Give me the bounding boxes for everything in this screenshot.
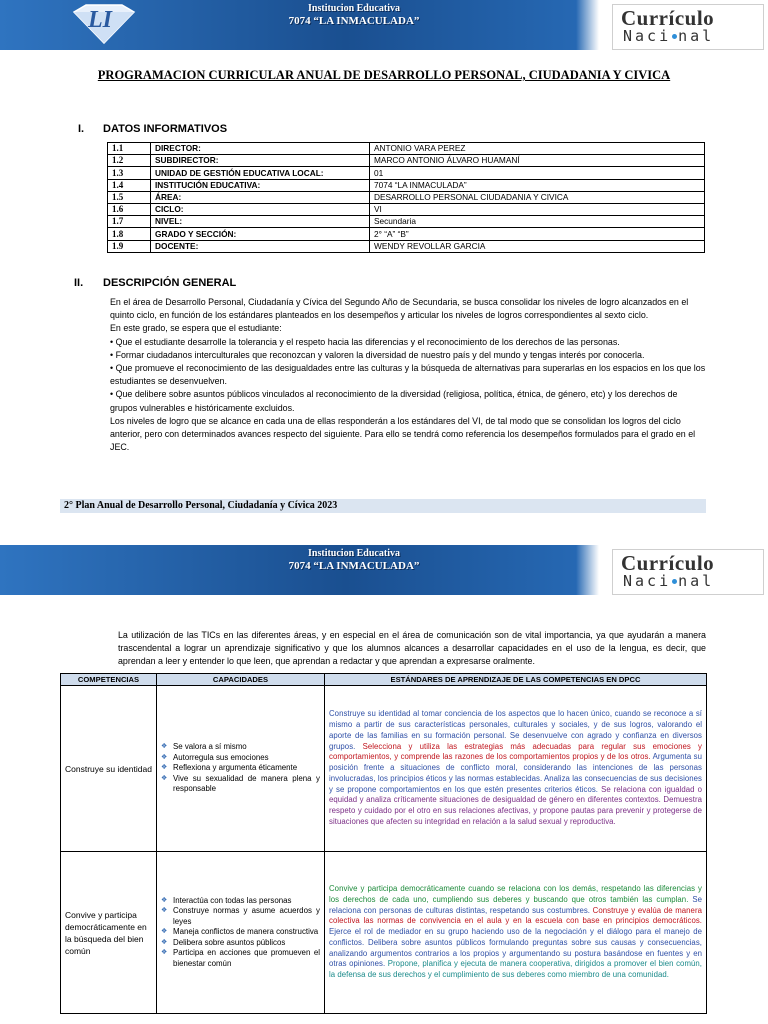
table-row: [108, 155, 705, 167]
desc-p3: Los niveles de logro que se alcance en cada una de ellas responderán a los estándares del VI, de tal modo que se consolidan los logros del ciclo anterior, pero con determinados avances respecto del siguiente. Para ello se tendrá como referencia los desempeños formulados para el grado en el JEC.: [110, 415, 696, 453]
datos-value: ANTONIO VARA PEREZ: [370, 143, 705, 155]
datos-label: DIRECTOR:: [151, 143, 370, 155]
datos-num: 1.2: [108, 155, 151, 167]
datos-label: DOCENTE:: [151, 240, 370, 252]
capacidades-list: [161, 742, 320, 794]
section1-num: I.: [78, 123, 85, 135]
datos-num: 1.8: [108, 228, 151, 240]
page-footer: 2° Plan Anual de Desarrollo Personal, Ciudadanía y Cívica 2023: [60, 499, 706, 513]
desc-bullet-1: • Que el estudiante desarrolle la tolerancia y el respeto hacia las diferencias y el reconocimiento de los derechos de las personas.: [110, 336, 620, 347]
table-row: [61, 852, 707, 1014]
list-item: ❖ Autorregula sus emociones: [161, 753, 320, 763]
competencies-table: [60, 673, 707, 1014]
datos-label: CICLO:: [151, 203, 370, 215]
header-banner: [0, 0, 768, 50]
inst-label-2: Institucion Educativa: [308, 548, 400, 559]
datos-value: Secundaria: [370, 216, 705, 228]
datos-num: 1.7: [108, 216, 151, 228]
list-item: ❖ Interactúa con todas las personas: [161, 896, 320, 906]
capacidades-list: [161, 896, 320, 969]
datos-label: GRADO Y SECCIÓN:: [151, 228, 370, 240]
inst-name: 7074 “LA INMACULADA”: [288, 15, 420, 27]
list-item: ❖ Maneja conflictos de manera constructiva: [161, 927, 320, 937]
table-row: [108, 167, 705, 179]
col-header-estandares: ESTÁNDARES DE APRENDIZAJE DE LAS COMPETENCIAS EN DPCC: [325, 674, 707, 686]
desc-bullet-3: • Que promueve el reconocimiento de las desigualdades entre las culturas y la búsqueda de alternativas para superarlas en los espacios en los que los estudiantes se desenvuelven.: [110, 363, 706, 387]
list-item: ❖ Se valora a sí mismo: [161, 742, 320, 752]
datos-label: ÁREA:: [151, 191, 370, 203]
datos-value: 01: [370, 167, 705, 179]
list-item: ❖ Delibera sobre asuntos públicos: [161, 938, 320, 948]
col-header-competencias: COMPETENCIAS: [61, 674, 157, 686]
datos-num: 1.9: [108, 240, 151, 252]
curriculo-nacional-logo: Currículo Naci nal: [612, 4, 764, 50]
datos-value: WENDY REVOLLAR GARCIA: [370, 240, 705, 252]
table-row: [108, 203, 705, 215]
section2-num: II.: [74, 277, 84, 289]
page-title: PROGRAMACION CURRICULAR ANUAL DE DESARROLLO PERSONAL, CIUDADANIA Y CIVICA: [97, 68, 671, 82]
competencia-cell: Construye su identidad: [61, 686, 157, 852]
table-row: [108, 191, 705, 203]
list-item: ❖ Reflexiona y argumenta éticamente: [161, 763, 320, 773]
table-row: [108, 143, 705, 155]
section1-title: DATOS INFORMATIVOS: [103, 123, 228, 135]
datos-value: 2° “A” “B”: [370, 228, 705, 240]
inst-label: Institucion Educativa: [308, 3, 400, 14]
datos-num: 1.5: [108, 191, 151, 203]
datos-label: SUBDIRECTOR:: [151, 155, 370, 167]
datos-label: UNIDAD DE GESTIÓN EDUCATIVA LOCAL:: [151, 167, 370, 179]
list-item: ❖ Participa en acciones que promueven el bienestar común: [161, 948, 320, 969]
datos-value: DESARROLLO PERSONAL CIUDADANIA Y CIVICA: [370, 191, 705, 203]
competencia-cell: Convive y participa democráticamente en la búsqueda del bien común: [61, 852, 157, 1014]
table-row: [108, 240, 705, 252]
estandar-cell: Construye su identidad al tomar conciencia de los aspectos que lo hacen único, cuando se reconoce a sí mismo a partir de sus características personales, culturales y sociales, y de sus logros, valorando el aporte de las familias en su formación personal. Se desenvuelve con agrado y confianza en diversos grupos. Selecciona y utiliza las estrategias más adecuadas para regular sus emociones y comportamientos, y comprende las razones de los comportamientos propios y de los otros. Argumenta su posición frente a situaciones de conflicto moral, considerando las intenciones de las personas involucradas, los principios éticos y las normas establecidas. Analiza las consecuencias de sus decisiones y se propone comportamientos en los que estén presentes criterios éticos. Se relaciona con igualdad o equidad y analiza críticamente situaciones de desigualdad de género en diferentes contextos. Demuestra respeto y cuidado por el otro en sus relaciones afectivas, y propone pautas para prevenir y protegerse de situaciones que afecten su integridad en relación a la salud sexual y reproductiva.: [325, 686, 707, 852]
col-header-capacidades: CAPACIDADES: [157, 674, 325, 686]
datos-num: 1.3: [108, 167, 151, 179]
estandar-cell: Convive y participa democráticamente cuando se relaciona con los demás, respetando las diferencias y los derechos de cada uno, cumpliendo sus deberes y buscando que otros también las cumplan. Se relaciona con personas de culturas distintas, respetando sus costumbres. Construye y evalúa de manera colectiva las normas de convivencia en el aula y en la escuela con base en principios democráticos. Ejerce el rol de mediador en su grupo haciendo uso de la negociación y el diálogo para el manejo de conflictos. Delibera sobre asuntos públicos formulando preguntas sobre sus causas y consecuencias, analizando argumentos contrarios a los propios y argumentando su postura basándose en fuentes y en otras opiniones. Propone, planifica y ejecuta de manera cooperativa, dirigidos a promover el bien común, la defensa de sus derechos y el cumplimiento de sus deberes como miembro de una comunidad.: [325, 852, 707, 1014]
curriculo-nacional-logo-2: Currículo Naci nal: [612, 549, 764, 595]
desc-p1: En el área de Desarrollo Personal, Ciudadanía y Cívica del Segundo Año de Secundaria, se busca consolidar los niveles de logro alcanzados en el quinto ciclo, en función de los estándares planteados en los desempeños y articular los niveles de logros correspondientes al sexto ciclo.: [110, 297, 689, 321]
datos-value: MARCO ANTONIO ÁLVARO HUAMANÍ: [370, 155, 705, 167]
desc-bullet-2: • Formar ciudadanos interculturales que reconozcan y valoren la diversidad de nuestro país y del mundo y tengas interés por conocerla.: [110, 349, 645, 360]
table-row: [108, 179, 705, 191]
description: [110, 296, 706, 454]
table-row: [61, 686, 707, 852]
desc-p2: En este grado, se espera que el estudiante:: [110, 323, 282, 334]
table-row: [108, 216, 705, 228]
list-item: ❖ Vive su sexualidad de manera plena y responsable: [161, 774, 320, 795]
tics-paragraph: La utilización de las TICs en las diferentes áreas, y en especial en el área de comunicación son de vital importancia, ya que ayudarán a manera trascendental a lograr un aprendizaje significativo y que los alumnos alcances a desarrollar capacidades en el uso de la lengua, es decir, que aprendan a leer y entender lo que leen, que aprendan a redactar y que aprendan a expresarse oralmente.: [118, 630, 706, 666]
inst-name-2: 7074 “LA INMACULADA”: [288, 560, 420, 572]
table-row: [108, 228, 705, 240]
datos-table: [107, 142, 705, 253]
section2-title: DESCRIPCIÓN GENERAL: [103, 277, 237, 289]
datos-num: 1.4: [108, 179, 151, 191]
list-item: ❖ Construye normas y asume acuerdos y leyes: [161, 906, 320, 927]
datos-value: VI: [370, 203, 705, 215]
desc-bullet-4: • Que delibere sobre asuntos públicos vinculados al reconocimiento de la diversidad (religiosa, política, étnica, de género, etc) y los derechos de grupos vulnerables e históricamente excluidos.: [110, 389, 678, 413]
datos-label: INSTITUCIÓN EDUCATIVA:: [151, 179, 370, 191]
datos-num: 1.6: [108, 203, 151, 215]
datos-value: 7074 “LA INMACULADA”: [370, 179, 705, 191]
datos-label: NIVEL:: [151, 216, 370, 228]
datos-num: 1.1: [108, 143, 151, 155]
logo-initials: LI: [88, 7, 112, 33]
header-banner-2: [0, 545, 768, 595]
